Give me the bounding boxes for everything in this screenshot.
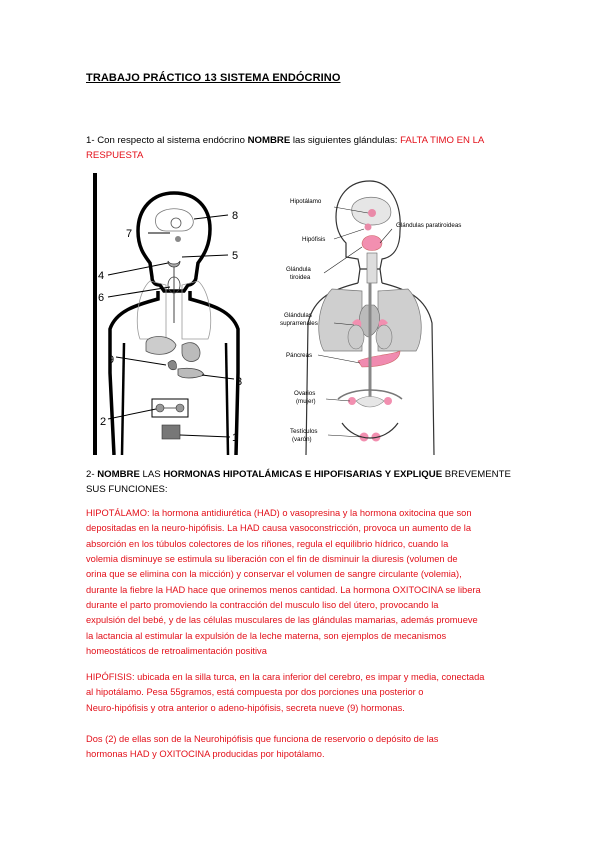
labeled-glands-diagram xyxy=(272,173,508,455)
label-number-5: 5 xyxy=(232,250,239,262)
answer-line: al hipotálamo. Pesa 55gramos, está compuesta por dos porciones una posterior o xyxy=(86,687,424,698)
label-number-3: 3 xyxy=(236,376,243,388)
label-testiculos-line2: (varón) xyxy=(292,436,312,443)
question-2 xyxy=(86,467,526,497)
label-hipofisis: Hipófisis xyxy=(302,236,326,243)
label-pancreas: Páncreas xyxy=(286,352,313,359)
q1-bold: NOMBRE xyxy=(247,135,291,146)
answer-line: homeostáticos de retroalimentación positiva xyxy=(86,646,267,657)
q2-mid: LAS xyxy=(139,469,164,480)
answer-line: HIPÓFISIS: ubicada en la silla turca, en la cara inferior del cerebro, es impar y media, conectada xyxy=(86,672,485,682)
q1-mid: las siguientes glándulas: xyxy=(290,135,401,146)
numbered-body-diagram xyxy=(86,173,262,455)
label-suprarrenales-line1: Glándulas xyxy=(284,312,312,319)
label-number-8: 8 xyxy=(232,210,239,222)
answer-line: durante el parto promoviendo la contracción del musculo liso del útero, provocando la xyxy=(86,600,439,611)
q2-bold-1: NOMBRE xyxy=(97,469,140,480)
answer-line: HIPOTÁLAMO: la hormona antidiurética (HAD) o vasopresina y la hormona oxitocina que son xyxy=(86,508,472,518)
label-ovarios-line2: (mujer) xyxy=(296,398,316,405)
answer-line: absorción en los túbulos colectores de los riñones, regula el equilibrio hídrico, cuando la xyxy=(86,538,449,549)
q2-bold-2: HORMONAS HIPOTALÁMICAS E HIPOFISARIAS Y EXPLIQUE xyxy=(163,469,443,480)
answer-hipofisis xyxy=(86,670,522,716)
label-testiculos-line1: Testículos xyxy=(290,428,318,435)
label-number-4: 4 xyxy=(98,270,105,282)
answer-line: hormonas HAD y OXITOCINA producidas por hipotálamo. xyxy=(86,749,325,760)
label-tiroides-line1: Glándula xyxy=(286,266,311,273)
answer-line: la lactancia al estimular la expulsión de la leche materna, son ejemplos de mecanismos xyxy=(86,630,447,641)
label-number-2: 2 xyxy=(100,416,107,428)
label-ovarios-line1: Ovarios xyxy=(294,390,316,397)
answer-neurohipofisis xyxy=(86,732,522,763)
answer-line: volemia disminuye se estimula su liberación con el fin de disminuir la diuresis (volumen de xyxy=(86,554,458,565)
answer-line: Neuro-hipófisis y otra anterior o adeno-hipófisis, secreta nueve (9) hormonas. xyxy=(86,702,405,713)
label-paratiroides: Glándulas paratiroideas xyxy=(396,222,462,229)
answer-line: durante la fiebre la HAD hace que orinemos menos cantidad. La hormona OXITOCINA se libera xyxy=(86,584,481,595)
label-suprarrenales-line2: suprarrenales xyxy=(280,320,318,327)
answer-line: depositadas en la neuro-hipófisis. La HAD causa vasoconstricción, provoca un aumento de la xyxy=(86,523,472,534)
question-1 xyxy=(86,133,526,163)
label-number-6: 6 xyxy=(98,292,105,304)
answer-line: orina que se elimina con la micción) y conservar el volumen de sangre circulante (volemia), xyxy=(86,569,462,580)
label-number-9: 9 xyxy=(108,354,115,366)
label-hipotalamo: Hipotálamo xyxy=(290,198,322,205)
answer-line: expulsión del bebé, y de las células musculares de las glándulas mamarias, además promueve xyxy=(86,615,478,626)
answer-hipotalamo xyxy=(86,506,522,659)
page-title: TRABAJO PRÁCTICO 13 SISTEMA ENDÓCRINO xyxy=(86,72,341,84)
q2-prefix: 2- xyxy=(86,469,98,480)
label-tiroides-line2: tiroidea xyxy=(290,274,311,281)
label-number-1: 1 xyxy=(232,432,239,444)
q1-prefix: 1- Con respecto al sistema endócrino xyxy=(86,135,248,146)
q2-rest: BREVEMENTE SUS FUNCIONES: xyxy=(86,469,511,495)
q1-red-note: FALTA TIMO EN LA RESPUESTA xyxy=(86,135,484,161)
answer-line: Dos (2) de ellas son de la Neurohipófisis que funciona de reservorio o depósito de las xyxy=(86,734,439,744)
label-number-7: 7 xyxy=(126,228,133,240)
